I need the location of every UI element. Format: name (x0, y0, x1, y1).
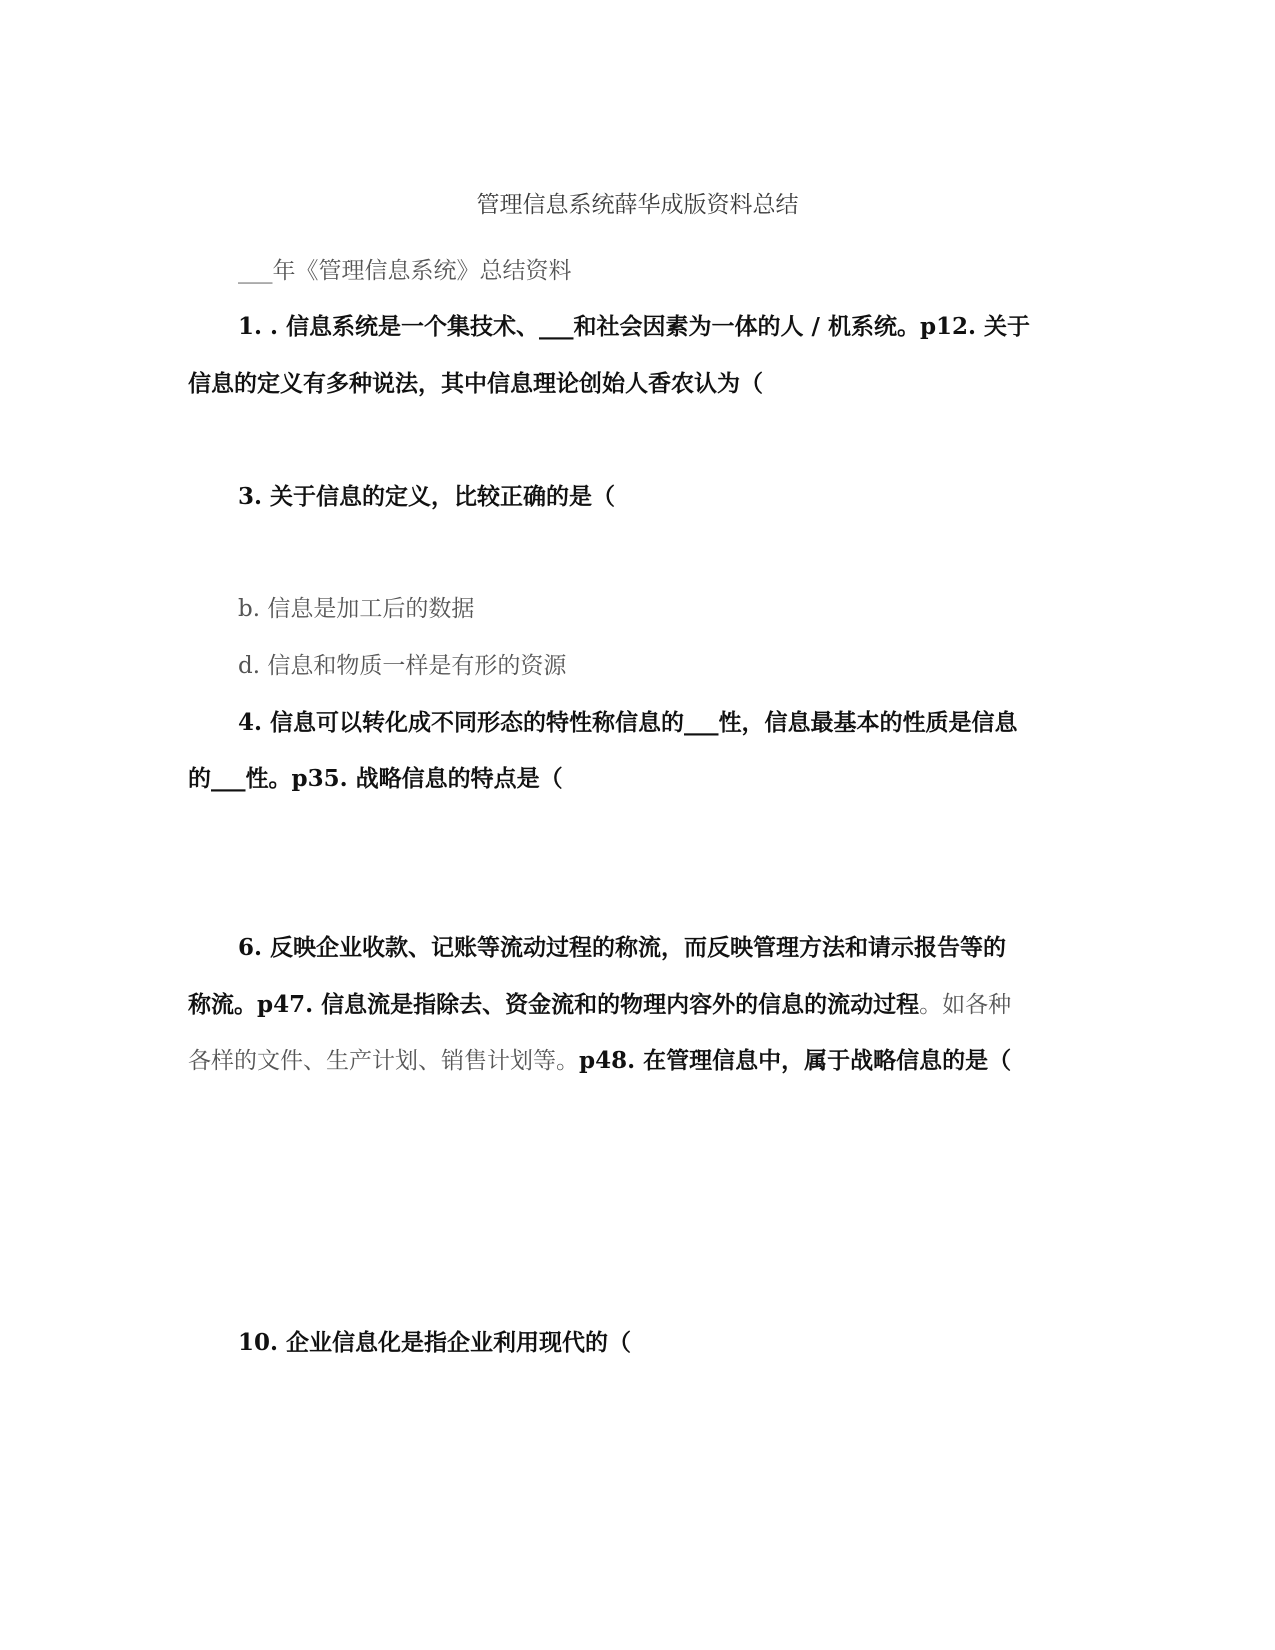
question-6-line-2-bold: 称流。p47. 信息流是指除去、资金流和的物理内容外的信息的流动过程 (188, 991, 920, 1018)
question-6-line-3-bold: p48. 在管理信息中，属于战略信息的是（ (579, 1047, 1012, 1074)
question-1-line-2: 信息的定义有多种说法，其中信息理论创始人香农认为（ (188, 370, 763, 397)
option-d: d. 信息和物质一样是有形的资源 (238, 653, 567, 679)
option-b: b. 信息是加工后的数据 (238, 596, 475, 622)
question-6-line-2-light: 。如各种 (919, 992, 1012, 1018)
question-6-line-3-light: 各样的文件、生产计划、销售计划等。 (188, 1048, 579, 1074)
question-10: 10. 企业信息化是指企业利用现代的（ (238, 1329, 632, 1356)
question-4-line-1: 4. 信息可以转化成不同形态的特性称信息的___性，信息最基本的性质是信息 (238, 709, 1018, 736)
question-6-line-1: 6. 反映企业收款、记账等流动过程的称流，而反映管理方法和请示报告等的 (238, 934, 1007, 961)
question-1-line-1: 1. . 信息系统是一个集技术、___和社会因素为一体的人 / 机系统。p12. 关于 (238, 313, 1031, 340)
question-6-line-3 (188, 1046, 1011, 1076)
document-subtitle: ___年《管理信息系统》总结资料 (238, 258, 572, 284)
question-4-line-2: 的___性。p35. 战略信息的特点是（ (188, 765, 563, 792)
question-3: 3. 关于信息的定义，比较正确的是（ (238, 483, 616, 510)
question-6-line-2 (188, 990, 1011, 1020)
document-title: 管理信息系统薛华成版资料总结 (476, 192, 799, 218)
